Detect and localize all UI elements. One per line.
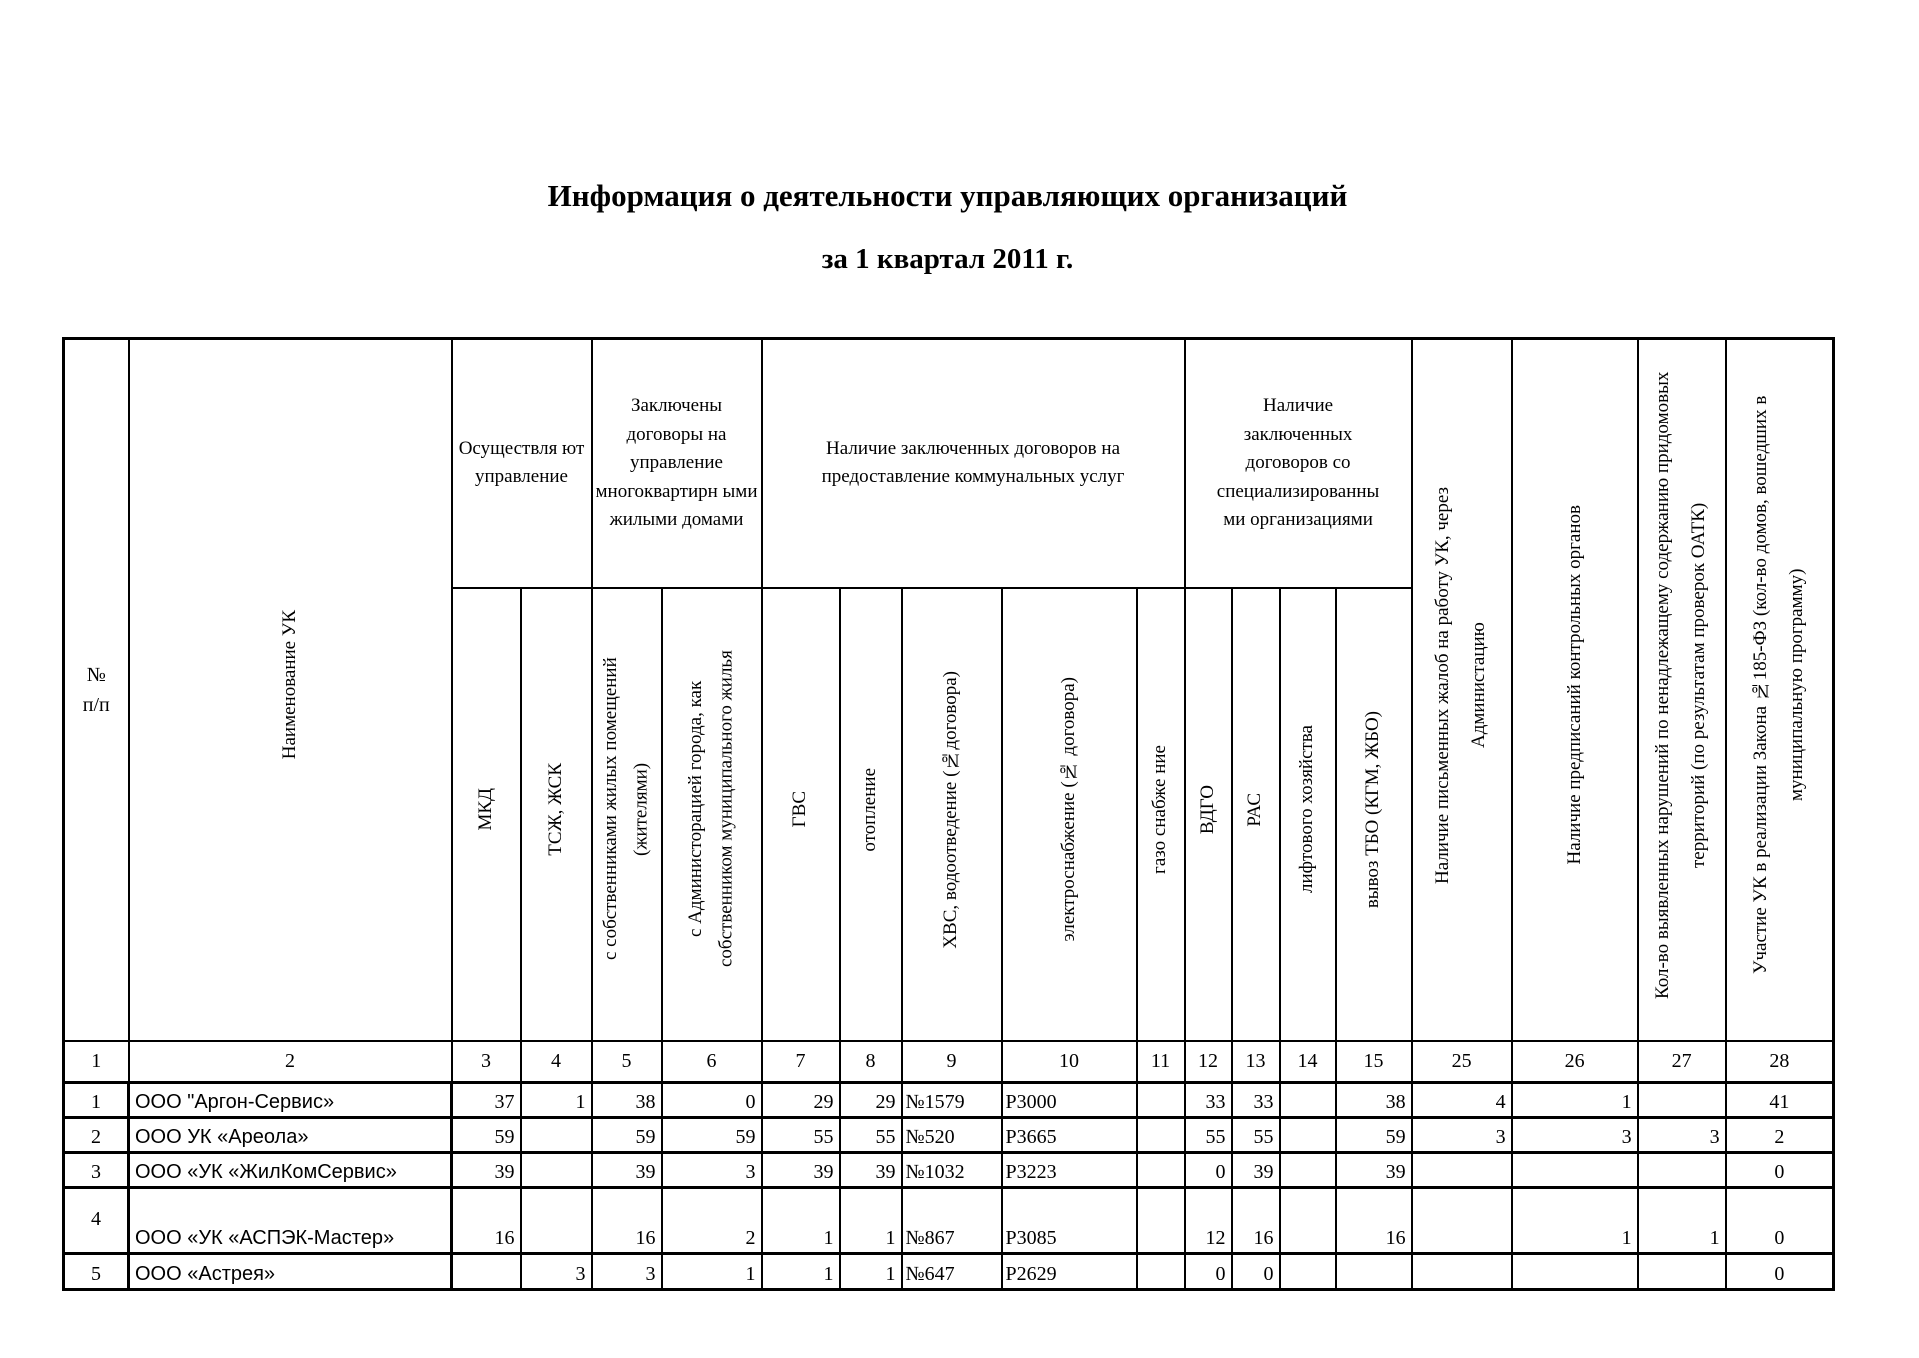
col-number: 11 [1137,1041,1185,1083]
table-cell: 1 [840,1188,902,1254]
col-number: 26 [1512,1041,1638,1083]
header-company-name-label: Наименование УК [278,610,300,760]
table-row [64,1188,1834,1254]
col-number: 8 [840,1041,902,1083]
header-row-number [64,339,129,1041]
col-number: 7 [762,1041,840,1083]
table-cell [452,1254,521,1290]
col-number: 27 [1638,1041,1726,1083]
header-law185-label: Участие УК в реализации Закона №185-ФЗ (кол-во домов, вошедших в муниципальную программу) [1750,395,1808,975]
table-cell: 4 [1412,1083,1512,1118]
header-heating [840,588,902,1041]
table-cell: 39 [1232,1153,1280,1188]
table-cell: 12 [1185,1188,1232,1254]
table-cell: 39 [452,1153,521,1188]
table-cell: 55 [762,1118,840,1153]
table-cell [1280,1254,1336,1290]
header-gas [1137,588,1185,1041]
table-cell [1280,1118,1336,1153]
header-administration-label: с Администорацией города, как собственником муниципального жилья [685,651,737,968]
row-number: 4 [64,1188,129,1254]
company-name: ООО "Аргон-Сервис» [129,1083,452,1118]
document-subtitle: за 1 квартал 2011 г. [821,243,1074,275]
table-cell: 0 [662,1083,762,1118]
table-cell [1412,1254,1512,1290]
table-cell: 1 [1512,1188,1638,1254]
col-number: 3 [452,1041,521,1083]
header-elevator-label: лифтового хозяйства [1296,725,1318,894]
col-number: 13 [1232,1041,1280,1083]
table-cell: 39 [592,1153,662,1188]
table-cell: 55 [1185,1118,1232,1153]
header-ras-label: РАС [1244,792,1266,827]
col-number: 28 [1726,1041,1834,1083]
table-cell [1280,1188,1336,1254]
table-row [64,1153,1834,1188]
header-group-manage: Осуществля ют управление [452,339,592,588]
header-electricity-label: электроснабжение (№ договора) [1057,677,1079,942]
table-cell: 39 [762,1153,840,1188]
col-number: 10 [1002,1041,1137,1083]
col-number: 9 [902,1041,1002,1083]
table-cell: 59 [662,1118,762,1153]
table-cell: 3 [521,1254,592,1290]
activity-table [62,337,1835,1291]
table-cell [1512,1254,1638,1290]
row-number: 2 [64,1118,129,1153]
table-cell: 39 [1336,1153,1412,1188]
header-hvs-label: ХВС, водоотведение (№договора) [940,670,962,949]
header-violations [1638,339,1726,1041]
header-vdgo [1185,588,1232,1041]
table-cell: 1 [662,1254,762,1290]
table-cell: 16 [592,1188,662,1254]
table-cell: 1 [840,1254,902,1290]
table-cell [521,1118,592,1153]
table-cell: №867 [902,1188,1002,1254]
header-ras [1232,588,1280,1041]
table-cell: 1 [1638,1188,1726,1254]
column-number-row [64,1041,1834,1083]
header-num-line2: п/п [82,693,110,716]
header-prescriptions [1512,339,1638,1041]
header-tsj [521,588,592,1041]
table-cell: 1 [762,1188,840,1254]
table-cell: 2 [1726,1118,1834,1153]
table-cell [1638,1254,1726,1290]
company-name: ООО УК «Ареола» [129,1118,452,1153]
table-cell: №520 [902,1118,1002,1153]
table-cell: 3 [1512,1118,1638,1153]
col-number: 12 [1185,1041,1232,1083]
table-row [64,1254,1834,1290]
col-number: 25 [1412,1041,1512,1083]
table-cell: 55 [840,1118,902,1153]
table-cell: №1579 [902,1083,1002,1118]
table-cell: 3 [662,1153,762,1188]
header-vdgo-label: ВДГО [1196,784,1218,835]
table-cell: Р3665 [1002,1118,1137,1153]
table-cell: 1 [521,1083,592,1118]
table-cell: Р3085 [1002,1188,1137,1254]
table-cell: 39 [840,1153,902,1188]
header-company-name [129,339,452,1041]
header-group-utilities: Наличие заключенных договоров на предоставление коммунальных услуг [762,339,1185,588]
table-cell [1137,1083,1185,1118]
table-cell [1280,1153,1336,1188]
header-tbo-label: вывоз ТБО (КГМ, ЖБО) [1362,710,1384,909]
table-cell: 1 [762,1254,840,1290]
header-elevator [1280,588,1336,1041]
table-cell [1412,1153,1512,1188]
table-cell: 37 [452,1083,521,1118]
header-owners [592,588,662,1041]
table-cell: 59 [452,1118,521,1153]
header-group-row [64,339,1834,588]
table-cell: №647 [902,1254,1002,1290]
table-cell [1137,1118,1185,1153]
header-complaints-label: Наличие письменных жалоб на работу УК, через Администацию [1432,486,1490,884]
table-cell [521,1188,592,1254]
header-group-specialized: Наличие заключенных договоров со специализированны ми организациями [1185,339,1412,588]
table-cell: 3 [1412,1118,1512,1153]
table-cell: Р2629 [1002,1254,1137,1290]
table-cell [1137,1254,1185,1290]
col-number: 1 [64,1041,129,1083]
table-cell [1137,1188,1185,1254]
header-law185 [1726,339,1834,1041]
table-cell: 59 [592,1118,662,1153]
col-number: 4 [521,1041,592,1083]
table-cell [1638,1153,1726,1188]
table-cell: 3 [1638,1118,1726,1153]
table-cell: 41 [1726,1083,1834,1118]
header-mkd-label: МКД [474,788,496,831]
header-complaints [1412,339,1512,1041]
table-cell [1638,1083,1726,1118]
table-cell: 0 [1726,1188,1834,1254]
company-name: ООО «Астрея» [129,1254,452,1290]
table-cell: 2 [662,1188,762,1254]
table-cell [521,1153,592,1188]
header-prescriptions-label: Наличие предписаний контрольных органов [1563,505,1585,865]
table-cell [1280,1083,1336,1118]
col-number: 15 [1336,1041,1412,1083]
header-gvs-label: ГВС [789,791,811,828]
header-gvs [762,588,840,1041]
table-cell: 0 [1726,1153,1834,1188]
row-number: 1 [64,1083,129,1118]
table-cell: 16 [1336,1188,1412,1254]
table-cell: 0 [1185,1153,1232,1188]
table-row [64,1118,1834,1153]
header-group-contracts: Заключены договоры на управление многоквартирн ыми жилыми домами [592,339,762,588]
table-cell [1336,1254,1412,1290]
document-title: Информация о деятельности управляющих организаций [547,178,1348,213]
header-owners-label: с собственниками жилых помещений (жителями) [600,658,652,961]
header-violations-label: Кол-во выявленных нарушений по ненадлежащему содержанию придомовых территорий (по результатам проверок ОАТК) [1652,371,1710,999]
header-mkd [452,588,521,1041]
table-cell: 33 [1185,1083,1232,1118]
col-number: 6 [662,1041,762,1083]
table-cell: 16 [452,1188,521,1254]
header-gas-label: газо снабже ние [1149,744,1171,874]
table-cell: 38 [592,1083,662,1118]
header-electricity [1002,588,1137,1041]
table-cell: 38 [1336,1083,1412,1118]
table-cell: 33 [1232,1083,1280,1118]
table-cell: 59 [1336,1118,1412,1153]
company-name: ООО «УК «ЖилКомСервис» [129,1153,452,1188]
table-cell [1412,1188,1512,1254]
col-number: 14 [1280,1041,1336,1083]
table-cell: 29 [762,1083,840,1118]
table-cell: 0 [1232,1254,1280,1290]
header-num-line1: № [86,663,106,686]
table-cell: 29 [840,1083,902,1118]
table-cell [1137,1153,1185,1188]
col-number: 5 [592,1041,662,1083]
row-number: 3 [64,1153,129,1188]
table-cell: 55 [1232,1118,1280,1153]
row-number: 5 [64,1254,129,1290]
header-administration [662,588,762,1041]
header-tbo [1336,588,1412,1041]
table-cell: 1 [1512,1083,1638,1118]
header-tsj-label: ТСЖ, ЖСК [544,763,566,856]
col-number: 2 [129,1041,452,1083]
table-cell: Р3223 [1002,1153,1137,1188]
header-heating-label: отопление [859,767,881,852]
table-cell: 16 [1232,1188,1280,1254]
company-name: ООО «УК «АСПЭК-Мастер» [129,1188,452,1254]
table-cell: 3 [592,1254,662,1290]
table-cell: Р3000 [1002,1083,1137,1118]
table-cell: №1032 [902,1153,1002,1188]
table-cell: 0 [1726,1254,1834,1290]
table-cell [1512,1153,1638,1188]
table-row [64,1083,1834,1118]
header-hvs [902,588,1002,1041]
table-cell: 0 [1185,1254,1232,1290]
